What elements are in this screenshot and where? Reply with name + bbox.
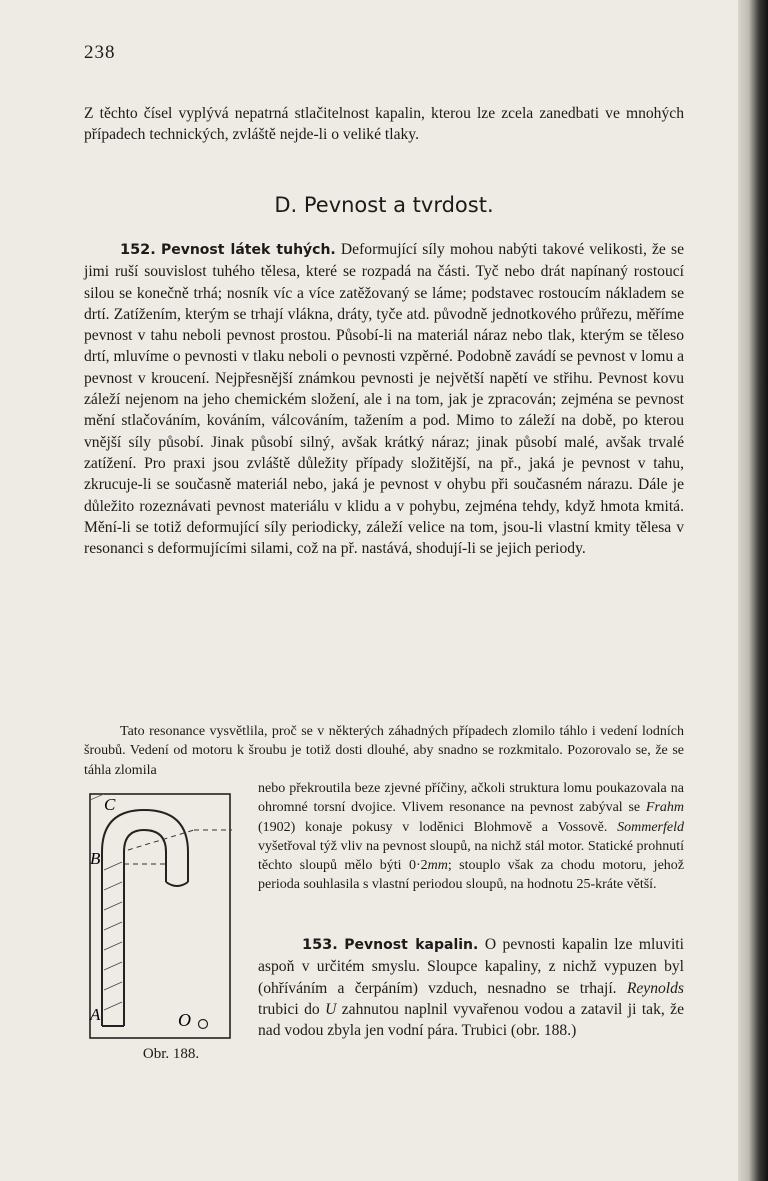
section-number: 152. <box>120 242 156 258</box>
book-binding <box>738 0 768 1181</box>
label-o: O <box>178 1010 191 1030</box>
label-c: C <box>104 795 116 814</box>
paragraph-153 <box>258 934 684 1041</box>
section-heading: D. Pevnost a tvrdost. <box>274 193 494 217</box>
label-a: A <box>90 1005 101 1024</box>
unit: mm <box>427 858 448 874</box>
tube-outer <box>102 810 188 1026</box>
paragraph-text: O pevnosti kapalin lze mluviti aspoň v určitém smyslu. Sloupce kapaliny, z nichž vypuzen byl (ohříváním a čerpáním) vzduch, nesnadno se trhají. <box>258 936 684 997</box>
tube-sealed-end <box>166 882 188 886</box>
section-title: Pevnost látek tuhých. <box>160 242 336 258</box>
small-print-note <box>84 722 685 893</box>
paragraph-text: trubici do <box>258 1000 320 1018</box>
note-text: (1902) konaje pokusy v loděnici Blohmově a Vossově. <box>258 819 608 835</box>
u-tube-diagram <box>84 790 254 1060</box>
small-print-lead: Tato resonance vysvětlila, proč se v některých záhadných případech zlomilo táhlo i vedení lodních šroubů. Vedení od motoru k šroubu je totiž dosti dlouhé, aby snadno se rozkmitalo. Pozorovalo se, že se táhla zlomila <box>84 724 684 778</box>
intro-paragraph: Z těchto čísel vyplývá nepatrná stlačitelnost kapalin, kterou lze zcela zanedbati ve mnohých případech technických, zvláště nejde-li o veliké tlaky. <box>84 105 684 144</box>
water-hatching <box>104 862 122 1010</box>
author-name: Sommerfeld <box>617 819 684 835</box>
figure-frame <box>90 794 230 1038</box>
paragraph-text: zahnutou naplnil vyvařenou vodou a zatavil ji tak, že nad vodou zbyla jen vodní pára. Trubici (obr. 188.) <box>258 1000 684 1040</box>
section-number: 153. <box>302 937 338 953</box>
paragraph-152 <box>84 239 684 559</box>
small-print-wrapped <box>258 779 684 895</box>
figure-188-u-tube <box>84 790 254 1060</box>
author-name: Reynolds <box>626 979 684 997</box>
small-circle <box>199 1020 208 1029</box>
letter-u: U <box>325 1000 337 1018</box>
section-title: Pevnost kapalin. <box>344 937 479 953</box>
author-name: Frahm <box>645 800 685 816</box>
note-text: nebo překroutila beze zjevné příčiny, ačkoli struktura lomu poukazovala na ohromné torsní dvojice. Vlivem resonance na pevnost zabýval se <box>258 781 684 816</box>
figure-caption: Obr. 188. <box>142 1046 200 1062</box>
page-number: 238 <box>84 42 116 63</box>
note-text: vyšetřoval týž vliv na pevnost sloupů, na nichž stál motor. Statické prohnutí těchto sloupů mělo býti 0·2 <box>258 838 684 874</box>
note-text: ; stouplo však za chodu motoru, jehož perioda souhlasila s vlastní periodou sloupů, na hodnotu 25-kráte větší. <box>258 858 684 893</box>
tube-inner <box>124 830 166 1026</box>
label-b: B <box>90 849 101 868</box>
paragraph-text: Deformující síly mohou nabýti takové velikosti, že se jimi ruší souvislost tuhého tělesa, které se rozpadá na části. Tyč nebo drát napínaný rostoucí silou se konečně trhá; nosník víc a více zatěžovaný se láme; podstavec rostoucím nákladem se drtí. Zatížením, kterým se trhají vlákna, dráty, tyče atd. původně jednotkového průřezu, měříme pevnost v tahu neboli pevnost prostou. Působí-li na materiál náraz nebo tlak, kterým se těleso drtí, mluvíme o pevnosti v tlaku neboli o pevnosti vzpěrné. Podobně zavádí se pevnost v lomu a pevnost v kroucení. Nejpřesnější známkou pevnosti je největší napětí ve střihu. Pevnost kovu záleží nejenom na jeho chemickém složení, ale i na tom, jak je zpracován; zejména se pevnost mění stlačováním, kováním, válcováním, tažením a pod. Mimo to záleží na době, po kterou vnější síly působí. Jinak působí silný, avšak krátký náraz; jinak působí malé, avšak trvalé zatížení. Pro praxi jsou zvláště důležity případy složitější, na př., jaká je pevnost v tahu, zkrucuje-li se současně materiál nebo, jaká je pevnost v ohybu při současném nárazu. Dále je důležito rozeznávati pevnost materiálu v klidu a v pohybu, zejména tehdy, když hmota kmitá. Mění-li se totiž deformující síly periodicky, záleží velice na tom, jsou-li vlastní kmity tělesa v resonanci s deformujícími silami, což na př. nastává, shodují-li se jejich periody. <box>84 241 684 558</box>
